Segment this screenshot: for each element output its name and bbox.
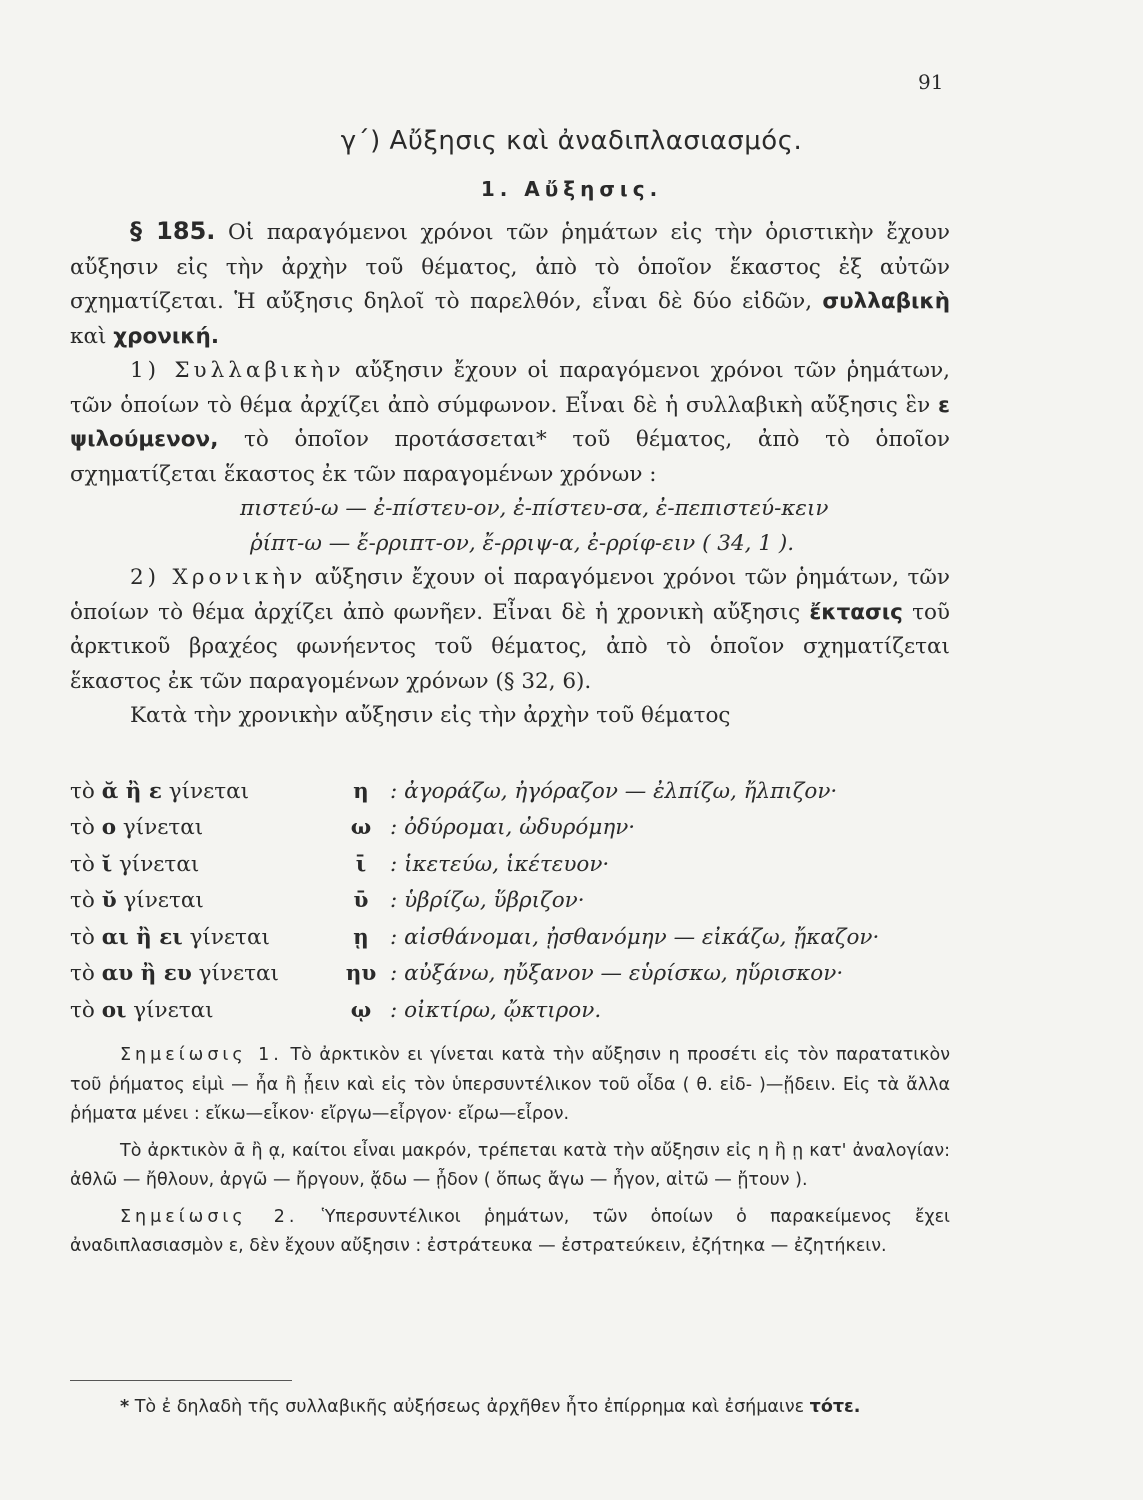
footnote-marker: * [120, 1397, 130, 1417]
note-2: Σημείωσις 2. Ὑπερσυντέλικοι ῥημάτων, τῶν ὁποίων ὁ παρακείμενος ἔχει ἀναδιπλασιασμὸν ε, δὲν ἔχουν αὔξησιν : ἐστράτευκα — ἐστρατεύκειν, ἐζήτηκα — ἐζητήκειν. [70, 1206, 950, 1256]
term-temporal: χρονική [113, 323, 211, 349]
item-1-label: 1) Συλλαβικὴν [130, 358, 345, 383]
table-row: τὸ ῠ γίνεται ῡ : ὑβρίζω, ὕβριζον· [70, 888, 585, 914]
item-2-paragraph: 2) Χρονικὴν αὔξησιν ἔχουν οἱ παραγόμενοι χρόνοι τῶν ῥημάτων, τῶν ὁποίων τὸ θέμα ἀρχίζει ἀπὸ φωνῆεν. Εἶναι δὲ ἡ χρονικὴ αὔξησις ἔκτασις τοῦ ἀρκτικοῦ βραχέος φωνήεντος τοῦ θέματος, ἀπὸ τὸ ὁποῖον σχηματίζεται ἕκαστος ἐκ τῶν παραγομένων χρόνων (§ 32, 6). [70, 565, 950, 694]
table-row: τὸ αι ἢ ει γίνεται ῃ : αἰσθάνομαι, ᾐσθανόμην — εἰκάζω, ᾔκαζον· [70, 924, 880, 950]
note-2-label: Σημείωσις 2. [120, 1206, 299, 1227]
footnote: * Τὸ ἐ δηλαδὴ τῆς συλλαβικῆς αὐξήσεως ἀρχῆθεν ἦτο ἐπίρρημα καὶ ἐσήμαινε τότε. [120, 1397, 861, 1417]
table-row: τὸ οι γίνεται ῳ : οἰκτίρω, ᾤκτιρον. [70, 997, 602, 1023]
section-185-paragraph: § 185. Οἱ παραγόμενοι χρόνοι τῶν ῥημάτων εἰς τὴν ὁριστικὴν ἔχουν αὔξησιν εἰς τὴν ἀρχὴν τοῦ θέματος, ἀπὸ τὸ ὁποῖον ἕκαστος ἐξ αὐτῶν σχηματίζεται. Ἡ αὔξησις δηλοῖ τὸ παρελθόν, εἶναι δὲ δύο εἰδῶν, συλλαβικὴ καὶ χρονική. [70, 217, 950, 349]
subheading: 1. Αὔξησις. [480, 177, 663, 201]
augment-rules-table [70, 773, 950, 1029]
example-line-1: πιστεύ-ω — ἐ-πίστευ-ον, ἐ-πίστευ-σα, ἐ-πεπιστεύ-κειν [240, 496, 829, 521]
page-number: 91 [918, 70, 944, 94]
note-1: Σημείωσις 1. Τὸ ἀρκτικὸν ει γίνεται κατὰ τὴν αὔξησιν η προσέτι εἰς τὸν παρατατικὸν τοῦ ῥήματος εἰμὶ — ἦα ἢ ᾖειν καὶ εἰς τὸν ὑπερσυντέλικον τοῦ οἶδα ( θ. εἰδ- )—ᾔδειν. Εἰς τὰ ἄλλα ῥήματα μένει : εἴκω—εἶκον· εἴργω—εἶργον· εἴρω—εἶρον. [70, 1045, 950, 1124]
table-row: τὸ ῐ γίνεται ῑ : ἱκετεύω, ἱκέτευον· [70, 851, 610, 877]
notes-block [70, 1041, 950, 1262]
term-syllabic: συλλαβικὴ [822, 289, 950, 314]
example-line-2: ῥίπτ-ω — ἔ-ρριπτ-ον, ἔ-ρριψ-α, ἐ-ρρίφ-ειν ( 34, 1 ). [250, 530, 795, 556]
chapter-title: γ΄) Αὔξησις καὶ ἀναδιπλασιασμός. [340, 126, 803, 156]
table-row: τὸ αυ ἢ ευ γίνεται ηυ : αὐξάνω, ηὔξανον — εὑρίσκω, ηὕρισκον· [70, 961, 844, 987]
note-1-continued: Τὸ ἀρκτικὸν ᾱ ἢ ᾳ, καίτοι εἶναι μακρόν, τρέπεται κατὰ τὴν αὔξησιν εἰς η ἢ ῃ κατ' ἀναλογίαν: ἀθλῶ — ἤθλουν, ἀργῶ — ἤργουν, ᾄδω — ᾖδον ( ὅπως ἄγω — ἦγον, αἰτῶ — ᾔτουν ). [70, 1140, 950, 1190]
footnote-divider [70, 1380, 292, 1381]
table-row: τὸ ο γίνεται ω : ὀδύρομαι, ὠδυρόμην· [70, 815, 636, 841]
item-1-paragraph: 1) Συλλαβικὴν αὔξησιν ἔχουν οἱ παραγόμενοι χρόνοι τῶν ῥημάτων, τῶν ὁποίων τὸ θέμα ἀρχίζει ἀπὸ σύμφωνον. Εἶναι δὲ ἡ συλλαβικὴ αὔξησις ἓν ε ψιλούμενον, τὸ ὁποῖον προτάσσεται* τοῦ θέματος, ἀπὸ τὸ ὁποῖον σχηματίζεται ἕκαστος ἐκ τῶν παραγομένων χρόνων : [70, 358, 950, 487]
main-text [70, 214, 950, 734]
table-intro: Κατὰ τὴν χρονικὴν αὔξησιν εἰς τὴν ἀρχὴν τοῦ θέματος [130, 703, 731, 728]
item-2-label: 2) Χρονικὴν [130, 565, 307, 590]
note-1-label: Σημείωσις 1. [120, 1045, 283, 1065]
table-row: τὸ ᾰ ἢ ε γίνεται η : ἀγοράζω, ἠγόραζον — ἐλπίζω, ἤλπιζον· [70, 778, 838, 804]
section-number: § 185. [130, 217, 216, 245]
